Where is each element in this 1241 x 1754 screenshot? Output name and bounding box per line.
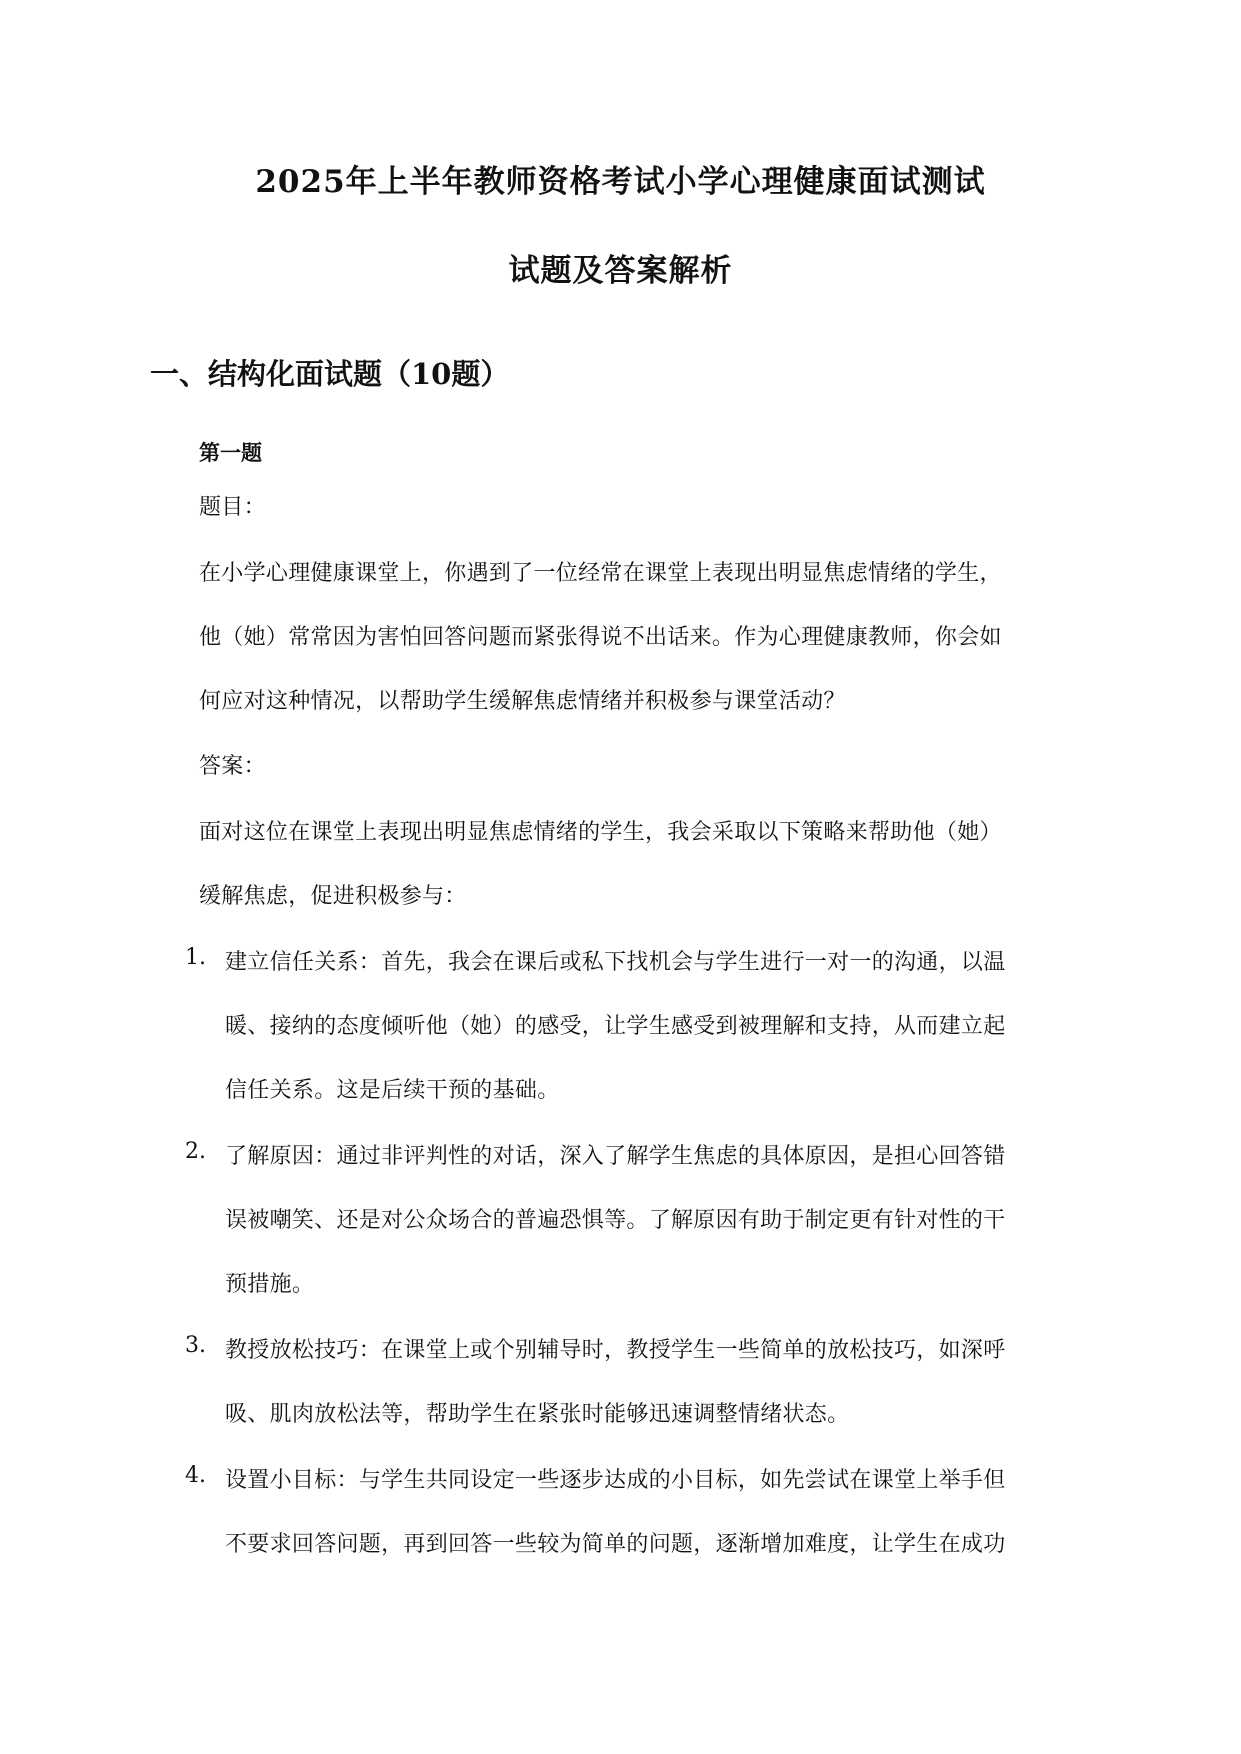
question-line: 何应对这种情况，以帮助学生缓解焦虑情绪并积极参与课堂活动？ bbox=[199, 689, 846, 714]
list-item-line: 吸、肌肉放松法等，帮助学生在紧张时能够迅速调整情绪状态。 bbox=[225, 1402, 850, 1427]
answer-label: 答案： bbox=[199, 754, 266, 779]
question-line: 在小学心理健康课堂上，你遇到了一位经常在课堂上表现出明显焦虑情绪的学生， bbox=[199, 561, 1002, 586]
list-item-line: 设置小目标：与学生共同设定一些逐步达成的小目标，如先尝试在课堂上举手但 bbox=[225, 1468, 1006, 1493]
list-item-line: 教授放松技巧：在课堂上或个别辅导时，教授学生一些简单的放松技巧，如深呼 bbox=[225, 1338, 1006, 1363]
list-item-line: 误被嘲笑、还是对公众场合的普遍恐惧等。了解原因有助于制定更有针对性的干 bbox=[225, 1208, 1006, 1233]
list-item-line: 了解原因：通过非评判性的对话，深入了解学生焦虑的具体原因，是担心回答错 bbox=[225, 1144, 1006, 1169]
list-item-line: 预措施。 bbox=[225, 1272, 315, 1297]
document-title-line-1: 2025年上半年教师资格考试小学心理健康面试测试 bbox=[255, 164, 986, 200]
list-item-number: 2. bbox=[185, 1139, 206, 1164]
answer-intro-line: 面对这位在课堂上表现出明显焦虑情绪的学生，我会采取以下策略来帮助他（她） bbox=[199, 820, 1002, 845]
list-item-number: 4. bbox=[185, 1463, 206, 1488]
question-heading: 第一题 bbox=[199, 440, 262, 465]
list-item-line: 不要求回答问题，再到回答一些较为简单的问题，逐渐增加难度，让学生在成功 bbox=[225, 1532, 1006, 1557]
question-label: 题目： bbox=[199, 495, 266, 520]
list-item-number: 3. bbox=[185, 1333, 206, 1358]
list-item-line: 信任关系。这是后续干预的基础。 bbox=[225, 1078, 560, 1103]
document-title-line-2: 试题及答案解析 bbox=[508, 253, 733, 289]
section-heading: 一、结构化面试题（10题） bbox=[150, 357, 510, 391]
list-item-line: 建立信任关系：首先，我会在课后或私下找机会与学生进行一对一的沟通，以温 bbox=[225, 950, 1006, 975]
list-item-number: 1. bbox=[185, 945, 206, 970]
question-line: 他（她）常常因为害怕回答问题而紧张得说不出话来。作为心理健康教师，你会如 bbox=[199, 625, 1002, 650]
answer-intro-line: 缓解焦虑，促进积极参与： bbox=[199, 884, 467, 909]
list-item-line: 暖、接纳的态度倾听他（她）的感受，让学生感受到被理解和支持，从而建立起 bbox=[225, 1014, 1006, 1039]
